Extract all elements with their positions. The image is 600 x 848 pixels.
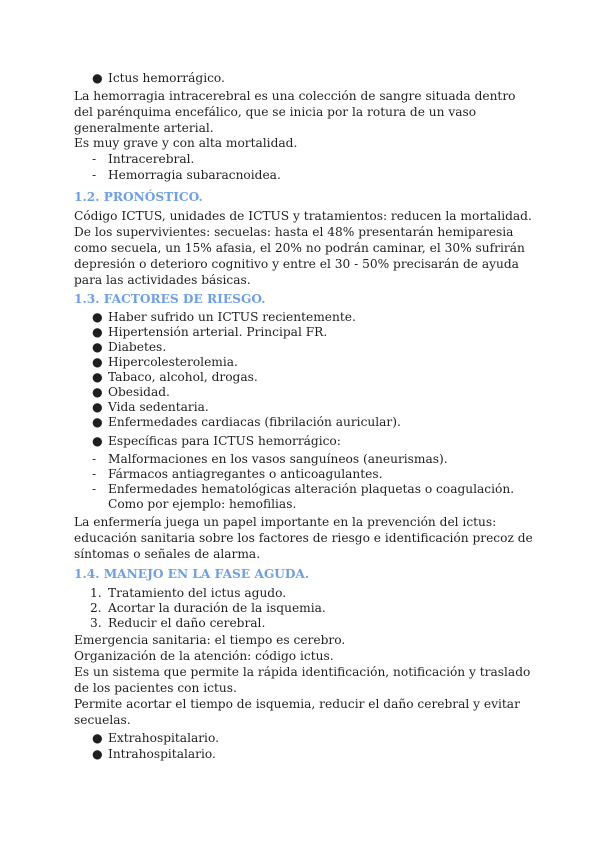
list-item: ● Hipertensión arterial. Principal FR. xyxy=(92,325,328,339)
paragraph: La enfermería juega un papel importante en la prevención del ictus: educación sanitaria sobre los factores de riesgo e identificación precoz de síntomas o señales de alarma. xyxy=(74,515,533,561)
list-item: ● Intrahospitalario. xyxy=(92,747,216,761)
section-heading: 1.4. MANEJO EN LA FASE AGUDA. xyxy=(74,567,310,581)
section-heading: 1.2. PRONÓSTICO. xyxy=(74,190,203,204)
list-item: 3. Reducir el daño cerebral. xyxy=(90,616,266,630)
dash-icon: - xyxy=(92,168,97,182)
list-item: 1. Tratamiento del ictus agudo. xyxy=(90,586,287,600)
paragraph: Es un sistema que permite la rápida identificación, notificación y traslado de los pacientes con ictus. xyxy=(74,665,531,695)
bullet-icon: ● xyxy=(92,731,103,745)
list-item: - Enfermedades hematológicas alteración plaquetas o coagulación. xyxy=(92,482,515,496)
paragraph: Emergencia sanitaria: el tiempo es cerebro. xyxy=(74,633,346,647)
bullet-icon: ● xyxy=(92,370,103,384)
paragraph: Es muy grave y con alta mortalidad. xyxy=(74,136,298,150)
list-item: ● Haber sufrido un ICTUS recientemente. xyxy=(92,310,356,324)
list-item: ● Vida sedentaria. xyxy=(92,400,209,414)
list-item: 2. Acortar la duración de la isquemia. xyxy=(90,601,326,615)
list-item: ● Ictus hemorrágico. xyxy=(92,71,225,85)
bullet-icon: ● xyxy=(92,340,103,354)
bullet-icon: ● xyxy=(92,415,103,429)
paragraph: De los supervivientes: secuelas: hasta el 48% presentarán hemiparesia como secuela, un 15% afasia, el 20% no podrán caminar, el 30% sufrirán depresión o deterioro cognitivo y entre el 30 - 50% precisarán de ayuda para las actividades básicas. xyxy=(74,225,525,287)
bullet-icon: ● xyxy=(92,71,103,85)
list-item: - Malformaciones en los vasos sanguíneos (aneurismas). xyxy=(92,452,448,466)
list-item: - Intracerebral. xyxy=(92,152,195,166)
list-item: ● Enfermedades cardiacas (fibrilación auricular). xyxy=(92,415,401,429)
list-item: - Hemorragia subaracnoidea. xyxy=(92,168,281,182)
list-item-continuation: Como por ejemplo: hemofilias. xyxy=(108,497,297,511)
dash-icon: - xyxy=(92,467,97,481)
bullet-icon: ● xyxy=(92,385,103,399)
dash-icon: - xyxy=(92,152,97,166)
bullet-icon: ● xyxy=(92,310,103,324)
list-item: ● Tabaco, alcohol, drogas. xyxy=(92,370,258,384)
list-item: ● Extrahospitalario. xyxy=(92,731,219,745)
dash-icon: - xyxy=(92,452,97,466)
section-heading: 1.3. FACTORES DE RIESGO. xyxy=(74,292,266,306)
dash-icon: - xyxy=(92,482,97,496)
list-item: ● Diabetes. xyxy=(92,340,167,354)
paragraph: Organización de la atención: código ictus. xyxy=(74,649,334,663)
paragraph: Permite acortar el tiempo de isquemia, reducir el daño cerebral y evitar secuelas. xyxy=(74,697,520,727)
bullet-icon: ● xyxy=(92,325,103,339)
bullet-icon: ● xyxy=(92,434,103,448)
bullet-icon: ● xyxy=(92,355,103,369)
paragraph: Código ICTUS, unidades de ICTUS y tratamientos: reducen la mortalidad. xyxy=(74,209,532,223)
bullet-icon: ● xyxy=(92,747,103,761)
list-item: - Fármacos antiagregantes o anticoagulantes. xyxy=(92,467,383,481)
paragraph: La hemorragia intracerebral es una colección de sangre situada dentro del parénquima encefálico, que se inicia por la rotura de un vaso generalmente arterial. xyxy=(74,89,516,135)
list-item: ● Obesidad. xyxy=(92,385,170,399)
bullet-icon: ● xyxy=(92,400,103,414)
list-item: ● Específicas para ICTUS hemorrágico: xyxy=(92,434,341,448)
list-item: ● Hipercolesterolemia. xyxy=(92,355,238,369)
